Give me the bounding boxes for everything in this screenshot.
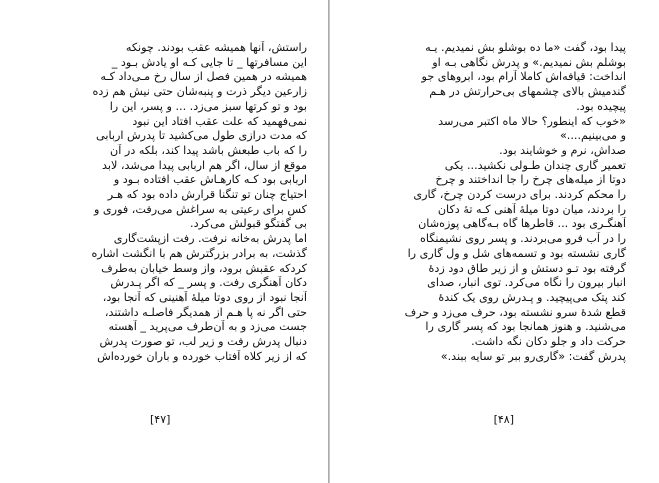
- text-line: را محکم کردند. برای درست کردن چرخ، گاری: [413, 188, 626, 202]
- text-line: کند پتک می‌پیچید. و پـدرش روی یک کندهٔ: [438, 290, 626, 304]
- text-line: جست می‌زد و به آن‌طرف می‌پرید _ آهسته: [108, 320, 307, 334]
- text-line: بوشلم بش نمیدیم.» و پدرش نگاهی بـه او: [432, 55, 626, 69]
- text-line: گندمیش بالای چشمهای بی‌حرارتش در هـم: [429, 85, 626, 99]
- text-line: بی گفتگو قبولش می‌کرد.: [190, 217, 307, 231]
- text-line: همیشه در همین فصل از سال رخ مـی‌داد کـه: [100, 70, 307, 84]
- text-line: دنبال پدرش رفت و زیر لب، تو صورت پدرش: [99, 335, 307, 349]
- text-line: موقع از سال، اگر هم اربابی پیدا می‌شد، لابد: [102, 158, 307, 172]
- right-page-body: [368, 41, 626, 364]
- text-line: انداخت: قیافه‌اش کاملا آرام بود، ابروهای جو: [421, 70, 626, 84]
- text-line: پیچیده بود.: [576, 99, 626, 113]
- text-line: را در آب فرو می‌بردند. و پسر روی نشیمنگاه: [419, 232, 626, 246]
- text-line: تعمیر گاری چندان طـولی نکشید... یکی: [444, 158, 626, 172]
- text-line: پدرش گفت: «گاری‌رو ببر تو سایه ببند.»: [440, 349, 626, 363]
- text-line: را که باب طبعش باشد پیدا کند، بلکه در آن: [110, 143, 307, 157]
- text-line: اما پدرش به‌خانه نرفت. رفت ازپشت‌گاری: [113, 232, 307, 246]
- text-line: می‌شنید. و هنوز همانجا بود که پسر گاری را: [425, 320, 626, 334]
- text-line: قطع شدهٔ سرو نشسته بود، حرف می‌زد و حرف: [404, 305, 626, 319]
- right-page: [330, 0, 659, 483]
- text-line: آهنگـری بود ... قاطرها گاه بـه‌گاهی پوزه‌شان: [418, 217, 626, 231]
- text-line: و می‌بینیم....»: [559, 129, 626, 143]
- text-line: دوتا از میله‌های چرخ را جا انداختند و چرخ: [435, 173, 626, 187]
- text-line: راستش، آنها همیشه عقب بودند. چونکه: [125, 41, 307, 54]
- left-page-number: [۴۷]: [150, 413, 171, 426]
- text-line: که مدت درازی طول می‌کشید تا پدرش اربابی: [96, 129, 307, 143]
- text-line: کس برای رعیتی به سراغش می‌رفت، فوری و: [93, 202, 307, 216]
- text-line: را بردند، میان دوتا میلهٔ آهنی کـه تهٔ دکان: [437, 202, 626, 216]
- text-line: زارعین دیگر ذرت و پنبه‌شان حتی نیش هم زده: [92, 85, 307, 99]
- text-line: دکان آهنگری رفت. و پسر _ که اگر پـدرش: [110, 276, 307, 290]
- text-line: حرکت داد و جلو دکان نگه داشت.: [471, 335, 626, 349]
- text-line: که از زیر کلاه آفتاب خورده و باران خورده‌اش: [97, 349, 307, 363]
- text-line: صداش، نرم و خوشایند بود.: [499, 143, 626, 157]
- text-line: این مسافرتها _ تا جایی کـه او یادش بـود _: [111, 55, 307, 69]
- text-line: حتی اگر نه پا هـم از همدیگر فاصلـه داشتند،: [104, 305, 307, 319]
- text-line: نمی‌فهمید که علت عقب افتاد این نبود: [132, 114, 307, 128]
- text-line: گاری نشسته بود و تسمه‌های شل و ول گاری را: [407, 246, 626, 260]
- text-line: پیدا بود، گفت «ما ده بوشلو بش نمیدیم. یـه: [425, 41, 626, 54]
- text-line: گذشت، به برادر بزرگترش هم با انگشت اشاره: [91, 246, 307, 260]
- right-page-number: [۴۸]: [493, 413, 514, 426]
- text-line: اربابی بود کـه کارهـاش عقب افتاده بـود و: [113, 173, 307, 187]
- text-line: «خوب که اینطور؟ حالا ماه اکتبر می‌رسد: [438, 114, 626, 128]
- text-line: کردکه عقبش برود، واز وسط خیابان به‌طرف: [101, 261, 307, 275]
- left-page: [0, 0, 328, 483]
- left-page-body: [62, 41, 307, 364]
- text-line: آنجا نبود از روی دوتا میلهٔ آهنینی که آنجا بود،: [102, 290, 307, 304]
- text-line: انبار بیرون را نگاه می‌کرد. توی انبار، صدای: [427, 276, 626, 290]
- text-line: احتیاج چنان تو تنگنا قرارش داده بود که هـر: [107, 188, 307, 202]
- text-line: بود و تو کرتها سبز می‌زد. ... و پسر، این را: [109, 99, 307, 113]
- text-line: گرفته بود تـو دستش و از زیر طاق دود زدهٔ: [428, 261, 626, 275]
